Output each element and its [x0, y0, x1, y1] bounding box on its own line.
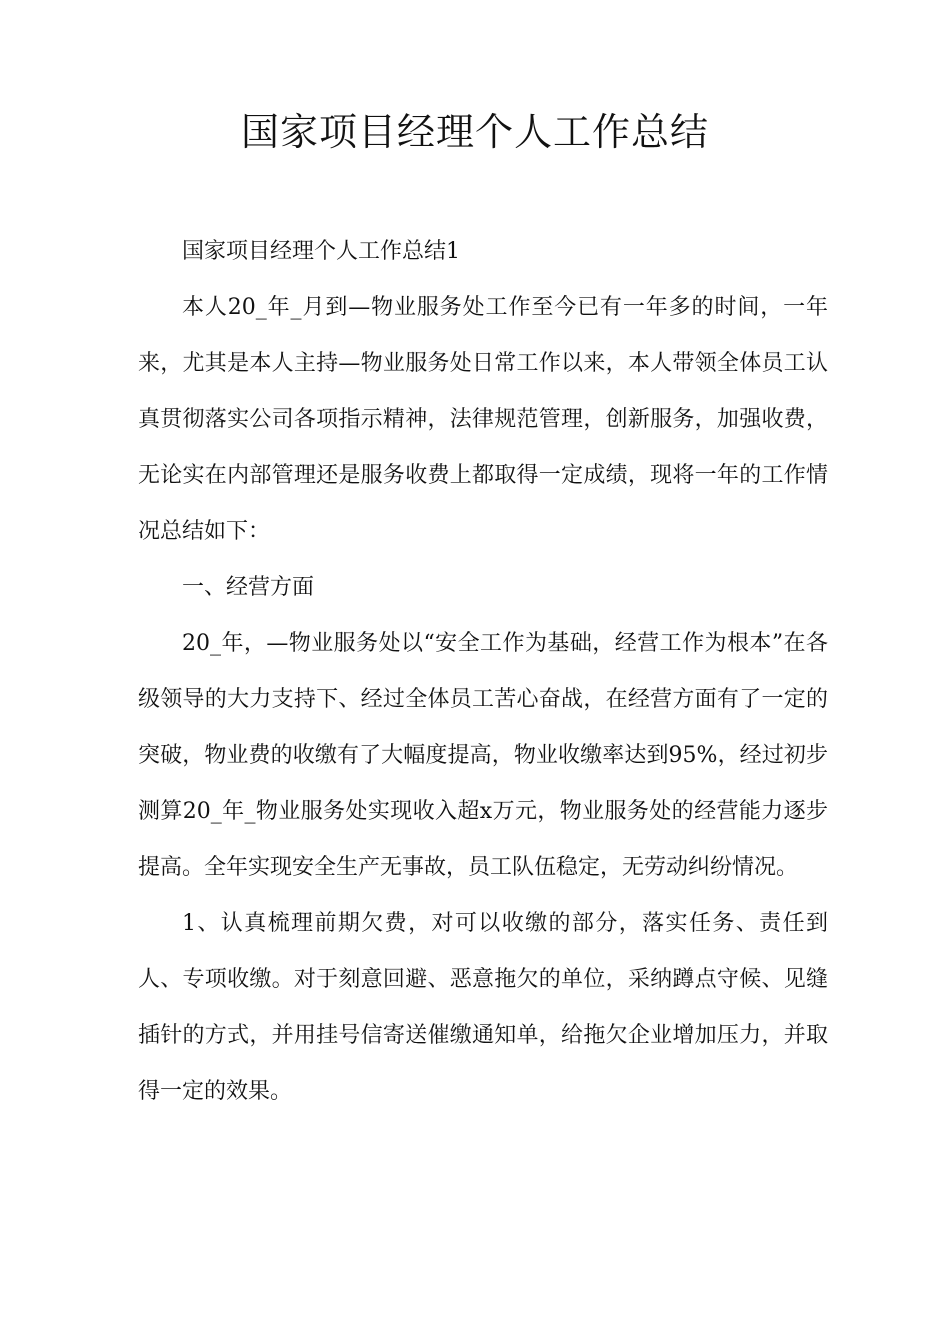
business-paragraph: 20_年，—物业服务处以“安全工作为基础，经营工作为根本”在各级领导的大力支持下、经过全体员工苦心奋战，在经营方面有了一定的突破，物业费的收缴有了大幅度提高，物业收缴率达到95%，经过初步测算20_年_物业服务处实现收入超x万元，物业服务处的经营能力逐步提高。全年实现安全生产无事故，员工队伍稳定，无劳动纠纷情况。	[138, 631, 828, 880]
list-item-paragraph: 1、认真梳理前期欠费，对可以收缴的部分，落实任务、责任到人、专项收缴。对于刻意回避、恶意拖欠的单位，采纳蹲点守候、见缝插针的方式，并用挂号信寄送催缴通知单，给拖欠企业增加压力，并取得一定的效果。	[138, 911, 828, 1104]
section-heading: 国家项目经理个人工作总结1	[182, 239, 460, 264]
document-title: 国家项目经理个人工作总结	[240, 110, 709, 154]
intro-paragraph: 本人20_年_月到—物业服务处工作至今已有一年多的时间，一年来，尤其是本人主持—物业服务处日常工作以来，本人带领全体员工认真贯彻落实公司各项指示精神，法律规范管理，创新服务，加强收费，无论实在内部管理还是服务收费上都取得一定成绩，现将一年的工作情况总结如下：	[138, 295, 828, 544]
document-body	[138, 224, 828, 1120]
subsection-heading: 一、经营方面	[182, 575, 315, 600]
